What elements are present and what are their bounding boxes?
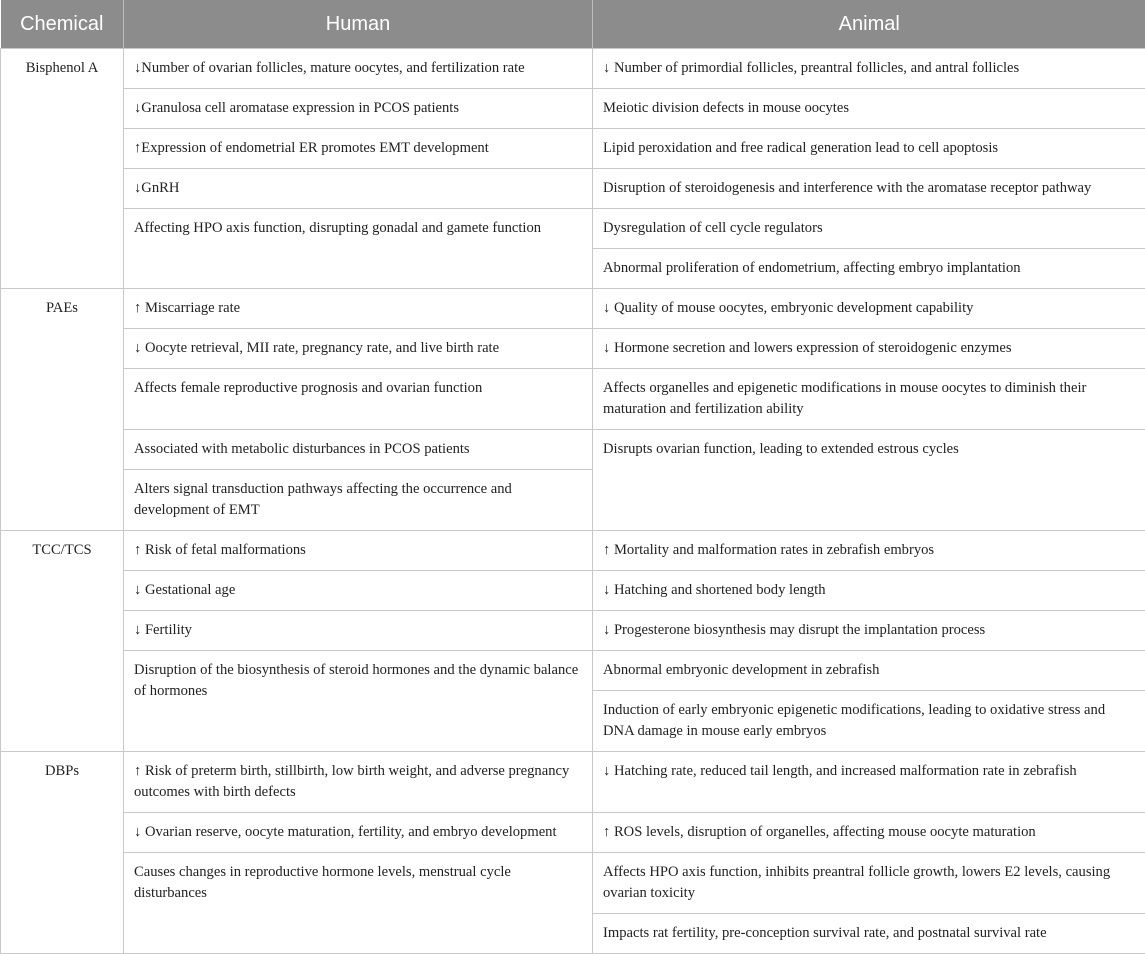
chemical-cell: PAEs (1, 289, 124, 531)
table-row (1, 853, 1145, 914)
animal-cell: Impacts rat fertility, pre-conception survival rate, and postnatal survival rate (593, 914, 1145, 954)
human-cell: ↓GnRH (124, 169, 593, 209)
animal-cell: Abnormal proliferation of endometrium, affecting embryo implantation (593, 249, 1145, 289)
human-cell: ↓Number of ovarian follicles, mature oocytes, and fertilization rate (124, 49, 593, 89)
animal-cell: ↓ Quality of mouse oocytes, embryonic development capability (593, 289, 1145, 329)
animal-cell: ↓ Number of primordial follicles, preantral follicles, and antral follicles (593, 49, 1145, 89)
animal-cell: Abnormal embryonic development in zebrafish (593, 651, 1145, 691)
human-cell: Affecting HPO axis function, disrupting gonadal and gamete function (124, 209, 593, 289)
chemical-cell: DBPs (1, 752, 124, 954)
human-cell: ↑ Risk of preterm birth, stillbirth, low birth weight, and adverse pregnancy outcomes with birth defects (124, 752, 593, 813)
animal-cell: ↑ ROS levels, disruption of organelles, affecting mouse oocyte maturation (593, 813, 1145, 853)
header-row (1, 0, 1145, 49)
animal-cell: Disrupts ovarian function, leading to extended estrous cycles (593, 430, 1145, 531)
table-row (1, 289, 1145, 329)
animal-cell: ↓ Hatching and shortened body length (593, 571, 1145, 611)
table-row (1, 329, 1145, 369)
table-row (1, 49, 1145, 89)
human-cell: Affects female reproductive prognosis and ovarian function (124, 369, 593, 430)
animal-cell: Lipid peroxidation and free radical generation lead to cell apoptosis (593, 129, 1145, 169)
animal-cell: Dysregulation of cell cycle regulators (593, 209, 1145, 249)
animal-cell: Affects organelles and epigenetic modifications in mouse oocytes to diminish their maturation and fertilization ability (593, 369, 1145, 430)
animal-cell: ↓ Hatching rate, reduced tail length, and increased malformation rate in zebrafish (593, 752, 1145, 813)
header-animal: Animal (593, 0, 1145, 49)
human-cell: ↑ Miscarriage rate (124, 289, 593, 329)
animal-cell: Disruption of steroidogenesis and interference with the aromatase receptor pathway (593, 169, 1145, 209)
human-cell: ↓ Fertility (124, 611, 593, 651)
table-row (1, 611, 1145, 651)
human-cell: ↓ Gestational age (124, 571, 593, 611)
animal-cell: ↓ Hormone secretion and lowers expression of steroidogenic enzymes (593, 329, 1145, 369)
table-row (1, 752, 1145, 813)
human-cell: ↓ Ovarian reserve, oocyte maturation, fertility, and embryo development (124, 813, 593, 853)
human-cell: Alters signal transduction pathways affecting the occurrence and development of EMT (124, 470, 593, 531)
table-row (1, 531, 1145, 571)
table-row (1, 209, 1145, 249)
human-cell: ↓Granulosa cell aromatase expression in PCOS patients (124, 89, 593, 129)
human-cell: ↓ Oocyte retrieval, MII rate, pregnancy rate, and live birth rate (124, 329, 593, 369)
animal-cell: Induction of early embryonic epigenetic modifications, leading to oxidative stress and DNA damage in mouse early embryos (593, 691, 1145, 752)
human-cell: Associated with metabolic disturbances in PCOS patients (124, 430, 593, 470)
table-row (1, 571, 1145, 611)
chemical-cell: TCC/TCS (1, 531, 124, 752)
human-cell: Causes changes in reproductive hormone levels, menstrual cycle disturbances (124, 853, 593, 954)
chemical-cell: Bisphenol A (1, 49, 124, 289)
table-row (1, 369, 1145, 430)
table-row (1, 430, 1145, 470)
human-cell: ↑ Risk of fetal malformations (124, 531, 593, 571)
header-chemical: Chemical (1, 0, 124, 49)
human-cell: ↑Expression of endometrial ER promotes EMT development (124, 129, 593, 169)
header-human: Human (124, 0, 593, 49)
animal-cell: Affects HPO axis function, inhibits preantral follicle growth, lowers E2 levels, causing ovarian toxicity (593, 853, 1145, 914)
table-row (1, 651, 1145, 691)
human-cell: Disruption of the biosynthesis of steroid hormones and the dynamic balance of hormones (124, 651, 593, 752)
table-row (1, 169, 1145, 209)
animal-cell: ↑ Mortality and malformation rates in zebrafish embryos (593, 531, 1145, 571)
table-row (1, 89, 1145, 129)
animal-cell: ↓ Progesterone biosynthesis may disrupt the implantation process (593, 611, 1145, 651)
table-row (1, 129, 1145, 169)
table-row (1, 813, 1145, 853)
animal-cell: Meiotic division defects in mouse oocytes (593, 89, 1145, 129)
